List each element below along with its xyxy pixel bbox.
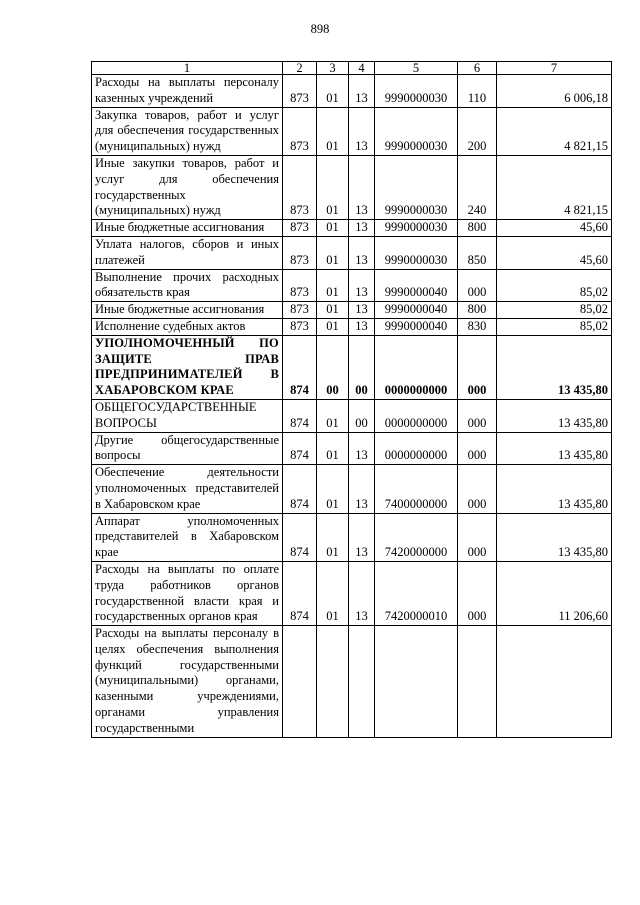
- row-name-cell: Другие общегосударственные вопросы: [92, 432, 283, 465]
- row-name-cell: Исполнение судебных актов: [92, 318, 283, 335]
- section-cell: 01: [317, 561, 349, 625]
- section-cell: 01: [317, 107, 349, 155]
- subsection-cell: 00: [349, 335, 375, 399]
- section-cell: 01: [317, 236, 349, 269]
- table-row: [92, 269, 612, 302]
- subsection-cell: [349, 626, 375, 738]
- table-row: [92, 75, 612, 108]
- admin-code-cell: 873: [283, 318, 317, 335]
- subsection-cell: 13: [349, 318, 375, 335]
- admin-code-cell: 873: [283, 107, 317, 155]
- amount-cell: 11 206,60: [497, 561, 612, 625]
- row-name-cell: Иные закупки товаров, работ и услуг для обеспечения государственных (муниципальных) нужд: [92, 155, 283, 219]
- row-name-cell: Обеспечение деятельности уполномоченных представителей в Хабаровском крае: [92, 465, 283, 513]
- target-article-cell: 9990000030: [375, 236, 458, 269]
- table-row: [92, 626, 612, 738]
- expense-type-cell: [458, 626, 497, 738]
- target-article-cell: [375, 626, 458, 738]
- row-name-cell: Аппарат уполномоченных представителей в Хабаровском крае: [92, 513, 283, 561]
- section-cell: 01: [317, 155, 349, 219]
- target-article-cell: 7420000010: [375, 561, 458, 625]
- admin-code-cell: 874: [283, 561, 317, 625]
- table-row: [92, 220, 612, 237]
- target-article-cell: 0000000000: [375, 335, 458, 399]
- amount-cell: [497, 626, 612, 738]
- row-name-cell: Расходы на выплаты по оплате труда работников органов государственной власти края и государственных органов края: [92, 561, 283, 625]
- admin-code-cell: 874: [283, 513, 317, 561]
- amount-cell: 85,02: [497, 318, 612, 335]
- admin-code-cell: 873: [283, 302, 317, 319]
- target-article-cell: 9990000040: [375, 318, 458, 335]
- section-cell: 01: [317, 513, 349, 561]
- expense-type-cell: 240: [458, 155, 497, 219]
- section-cell: 01: [317, 432, 349, 465]
- row-name-cell: УПОЛНОМОЧЕННЫЙ ПО ЗАЩИТЕ ПРАВ ПРЕДПРИНИМАТЕЛЕЙ В ХАБАРОВСКОМ КРАЕ: [92, 335, 283, 399]
- amount-cell: 4 821,15: [497, 155, 612, 219]
- subsection-cell: 13: [349, 236, 375, 269]
- amount-cell: 85,02: [497, 302, 612, 319]
- column-header-4: 4: [349, 62, 375, 75]
- amount-cell: 13 435,80: [497, 513, 612, 561]
- column-header-7: 7: [497, 62, 612, 75]
- table-row: [92, 465, 612, 513]
- budget-table: [91, 61, 612, 738]
- admin-code-cell: 874: [283, 432, 317, 465]
- row-name-cell: Выполнение прочих расходных обязательств края: [92, 269, 283, 302]
- section-cell: 01: [317, 220, 349, 237]
- row-name-cell: Иные бюджетные ассигнования: [92, 220, 283, 237]
- row-name-cell: Расходы на выплаты персоналу в целях обеспечения выполнения функций государственными (муниципальными) органами, казенными учреждениями, органами управления государственными: [92, 626, 283, 738]
- section-cell: [317, 626, 349, 738]
- expense-type-cell: 000: [458, 513, 497, 561]
- table-row: [92, 399, 612, 432]
- row-name-cell: Закупка товаров, работ и услуг для обеспечения государственных (муниципальных) нужд: [92, 107, 283, 155]
- expense-type-cell: 000: [458, 561, 497, 625]
- subsection-cell: 13: [349, 155, 375, 219]
- row-name-cell: Уплата налогов, сборов и иных платежей: [92, 236, 283, 269]
- admin-code-cell: 873: [283, 236, 317, 269]
- table-row: [92, 236, 612, 269]
- section-cell: 01: [317, 465, 349, 513]
- column-header-5: 5: [375, 62, 458, 75]
- table-row: [92, 318, 612, 335]
- table-header-row: [92, 62, 612, 75]
- table-row: [92, 107, 612, 155]
- section-cell: 01: [317, 75, 349, 108]
- section-cell: 01: [317, 399, 349, 432]
- table-row: [92, 302, 612, 319]
- section-cell: 01: [317, 269, 349, 302]
- expense-type-cell: 000: [458, 432, 497, 465]
- amount-cell: 13 435,80: [497, 465, 612, 513]
- expense-type-cell: 830: [458, 318, 497, 335]
- expense-type-cell: 850: [458, 236, 497, 269]
- subsection-cell: 00: [349, 399, 375, 432]
- expense-type-cell: 800: [458, 220, 497, 237]
- row-name-cell: Расходы на выплаты персоналу казенных учреждений: [92, 75, 283, 108]
- admin-code-cell: 874: [283, 399, 317, 432]
- admin-code-cell: 874: [283, 335, 317, 399]
- target-article-cell: 9990000030: [375, 75, 458, 108]
- admin-code-cell: [283, 626, 317, 738]
- subsection-cell: 13: [349, 302, 375, 319]
- expense-type-cell: 000: [458, 399, 497, 432]
- expense-type-cell: 110: [458, 75, 497, 108]
- amount-cell: 13 435,80: [497, 432, 612, 465]
- amount-cell: 45,60: [497, 220, 612, 237]
- subsection-cell: 13: [349, 269, 375, 302]
- amount-cell: 6 006,18: [497, 75, 612, 108]
- section-cell: 00: [317, 335, 349, 399]
- table-row: [92, 335, 612, 399]
- column-header-3: 3: [317, 62, 349, 75]
- target-article-cell: 0000000000: [375, 432, 458, 465]
- admin-code-cell: 873: [283, 75, 317, 108]
- expense-type-cell: 000: [458, 465, 497, 513]
- row-name-cell: Иные бюджетные ассигнования: [92, 302, 283, 319]
- column-header-1: 1: [92, 62, 283, 75]
- subsection-cell: 13: [349, 561, 375, 625]
- target-article-cell: 9990000030: [375, 107, 458, 155]
- target-article-cell: 0000000000: [375, 399, 458, 432]
- amount-cell: 45,60: [497, 236, 612, 269]
- expense-type-cell: 800: [458, 302, 497, 319]
- subsection-cell: 13: [349, 75, 375, 108]
- target-article-cell: 9990000030: [375, 155, 458, 219]
- target-article-cell: 7400000000: [375, 465, 458, 513]
- column-header-2: 2: [283, 62, 317, 75]
- amount-cell: 85,02: [497, 269, 612, 302]
- amount-cell: 13 435,80: [497, 335, 612, 399]
- table-row: [92, 432, 612, 465]
- expense-type-cell: 000: [458, 269, 497, 302]
- table-row: [92, 155, 612, 219]
- target-article-cell: 9990000030: [375, 220, 458, 237]
- subsection-cell: 13: [349, 220, 375, 237]
- admin-code-cell: 873: [283, 155, 317, 219]
- subsection-cell: 13: [349, 513, 375, 561]
- page-number: 898: [310, 22, 330, 36]
- table-row: [92, 513, 612, 561]
- column-header-6: 6: [458, 62, 497, 75]
- amount-cell: 4 821,15: [497, 107, 612, 155]
- subsection-cell: 13: [349, 465, 375, 513]
- admin-code-cell: 874: [283, 465, 317, 513]
- subsection-cell: 13: [349, 432, 375, 465]
- admin-code-cell: 873: [283, 220, 317, 237]
- subsection-cell: 13: [349, 107, 375, 155]
- row-name-cell: ОБЩЕГОСУДАРСТВЕННЫЕ ВОПРОСЫ: [92, 399, 283, 432]
- section-cell: 01: [317, 318, 349, 335]
- target-article-cell: 7420000000: [375, 513, 458, 561]
- admin-code-cell: 873: [283, 269, 317, 302]
- table-row: [92, 561, 612, 625]
- target-article-cell: 9990000040: [375, 269, 458, 302]
- target-article-cell: 9990000040: [375, 302, 458, 319]
- amount-cell: 13 435,80: [497, 399, 612, 432]
- expense-type-cell: 000: [458, 335, 497, 399]
- section-cell: 01: [317, 302, 349, 319]
- expense-type-cell: 200: [458, 107, 497, 155]
